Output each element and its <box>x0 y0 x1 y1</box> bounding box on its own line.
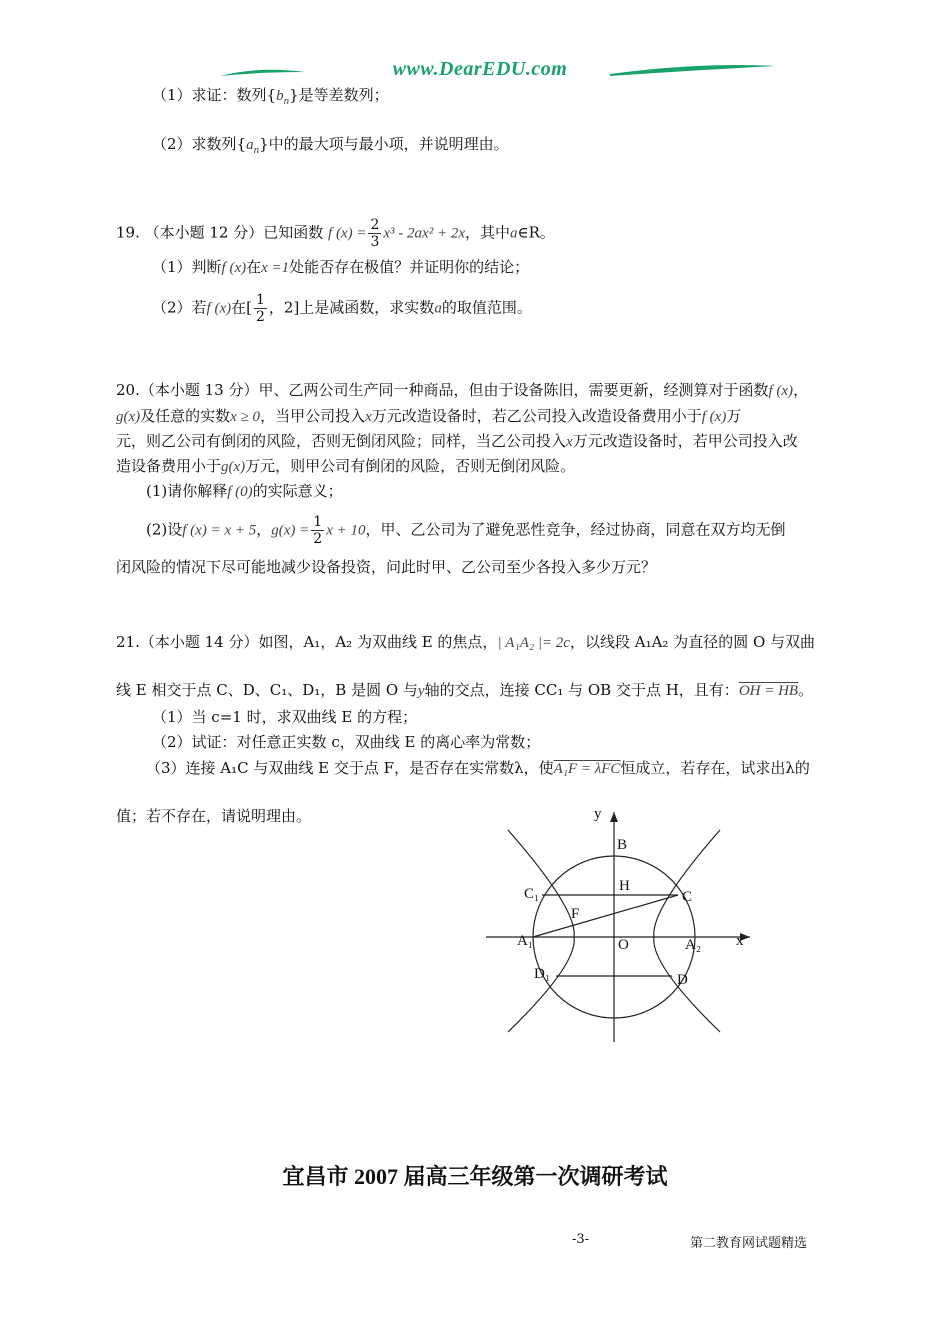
q20-part2-cont: 闭风险的情况下尽可能地减少设备投资，问此时甲、乙公司至少各投入多少万元？ <box>116 558 657 576</box>
label-d: D <box>677 972 688 988</box>
q19-fraction: $\frac{2}{3}$ <box>370 217 380 250</box>
exam-heading: 宜昌市 2007 届高三年级第一次调研考试 <box>282 1164 668 1189</box>
q20-part2: (2)设f (x) = x + 5，g(x) = $\frac{1}{2}$ x + 10，甲、乙公司为了避免恶性竞争，经过协商，同意在双方均无倒 <box>146 514 786 547</box>
q20-line3: 元，则乙公司有倒闭的风险，否则无倒闭风险；同样，当乙公司投入x万元改造设备时，若甲公司投入改 <box>116 432 798 450</box>
q20-line1: 20.（本小题 13 分）甲、乙两公司生产同一种商品，但由于设备陈旧，需要更新，经测算对于函数f (x)， <box>116 381 809 399</box>
hyperbola-circle-figure <box>478 800 768 1070</box>
q19-intro: 19. （本小题 12 分）已知函数 f (x) = $\frac{2}{3}$ x³ - 2ax² + 2x，其中a∈R。 <box>116 217 555 250</box>
q21-part3-cont: 值；若不存在，请说明理由。 <box>116 807 312 825</box>
q21-line2: 线 E 相交于点 C、D、C₁、D₁，B 是圆 O 与y轴的交点，连接 CC₁ 与 OB 交于点 H，且有：OH = HB。 <box>116 681 814 699</box>
q18-part1: （1）求证：数列$\{b_n\}$是等差数列； <box>152 86 389 107</box>
q20-part1: (1)请你解释f (0)的实际意义； <box>146 482 343 500</box>
label-c: C <box>682 889 693 905</box>
label-h: H <box>619 878 630 894</box>
brand-header <box>290 58 770 86</box>
brand-swoosh-right-icon <box>610 58 780 86</box>
footer-source: 第二教育网试题精选 <box>690 1236 808 1251</box>
q21-part2: （2）试证：对任意正实数 c，双曲线 E 的离心率为常数； <box>152 733 541 751</box>
label-y: y <box>594 806 602 822</box>
q19-part1: （1）判断f (x)在x =1处能否存在极值？并证明你的结论； <box>152 258 530 276</box>
label-x: x <box>736 933 744 949</box>
label-a1: A₁ <box>517 933 534 949</box>
brand-swoosh-left-icon <box>215 58 305 86</box>
q20-line2: g(x)及任意的实数x ≥ 0，当甲公司投入x万元改造设备时，若乙公司投入改造设备费用小于f (x)万 <box>116 407 742 425</box>
label-b: B <box>617 837 628 853</box>
brand-logo[interactable]: www.DearEDU.com <box>392 58 568 80</box>
y-axis-arrow-icon <box>610 812 618 822</box>
label-o: O <box>618 937 629 953</box>
label-f: F <box>571 906 580 922</box>
label-c1: C₁ <box>524 886 540 902</box>
label-d1: D₁ <box>534 966 551 982</box>
q21-line1: 21.（本小题 14 分）如图，A₁，A₂ 为双曲线 E 的焦点，| A₁A₂ |= 2c，以线段 A₁A₂ 为直径的圆 O 与双曲 <box>116 633 816 651</box>
q21-part3: （3）连接 A₁C 与双曲线 E 交于点 F，是否存在实常数λ，使A₁F = λFC恒成立，若存在，试求出λ的 <box>146 759 810 777</box>
q19-part2: （2）若f (x)在[ $\frac{1}{2}$ ，2]上是减函数，求实数a的取值范围。 <box>152 292 532 325</box>
page-number: -3- <box>572 1232 590 1247</box>
label-a2: A₂ <box>685 937 702 953</box>
q21-part1: （1）当 c=1 时，求双曲线 E 的方程； <box>152 708 418 726</box>
q20-line4: 造设备费用小于g(x)万元，则甲公司有倒闭的风险，否则无倒闭风险。 <box>116 457 576 475</box>
line-a1c <box>533 895 678 937</box>
q18-part2: （2）求数列$\{a_n\}$中的最大项与最小项，并说明理由。 <box>152 135 509 156</box>
